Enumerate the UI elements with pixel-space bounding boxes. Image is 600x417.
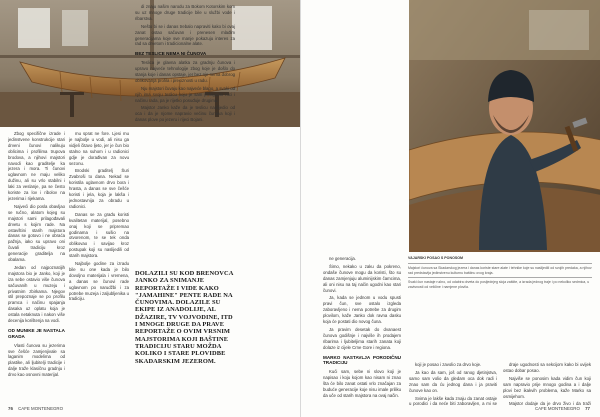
paragraph: draje ugodnosti sa sekcijom kako bi uvijek ostao dobar posao. <box>503 362 591 373</box>
paragraph: Kući sam, sebe ni slovo koji je napisao i koju kojom kao nisam ni znao šta će bilo zanat ostati vrlo značajan za buduće generacije koje nisu imale priliku da uče od starih majstora na ovaj način. <box>323 369 401 398</box>
paragraph: Jedan od najpoznatijih majstora bio je Janko, koji je iza sebe ostavio više čunova sačuvanih u muzeju i privatnim zbirkama. Njegov stil prepoznaje se po profilu pramca i načinu spajanja dasaka uz oplatu koja je ostala netaknuta i nakon više decenija korištenja na vodi. <box>8 264 65 324</box>
paragraph: Ja pravim desetak do dvanaest čunova godišnje i najviše ih prodajem ribarima i ljubiteljima starih zanata koji dolaze iz cijele Crne Gore i regiona. <box>323 326 401 350</box>
magazine-name: CAFE MONTENEGRO <box>18 406 64 411</box>
paragraph: Šimo, nekako u zaku da pokreno, ondaše čunove mogu da koristi, što su danas zamjenjuju aluminijskim čamcima, ali oni nisu na taj način ugodni kao stari čunovi. <box>323 263 401 293</box>
paragraph: Najveći dio posla obavljao se ručno, alatom kojeg su majstori sami prilagođavali drvetu s kojim rade. Na ostavštini starih majstora danas se gotovo i ne obraća pažnja, iako su upravo oni čuvali tradiciju kroz generacije graditelja na obalama. <box>8 203 65 263</box>
right-column-2 <box>409 362 497 406</box>
paragraph: Majstor dodaje da je drvo živo i da traži <box>509 401 591 406</box>
caption-divider <box>408 277 592 278</box>
paragraph: Svima je lakše kada znaju da zanat ostaje u porodici i da neće biti zaboravljen, a mi se <box>409 395 497 406</box>
paragraph: ne generacija. <box>329 256 356 261</box>
caption-divider <box>408 263 592 264</box>
photo-caption <box>408 256 592 290</box>
paragraph: Najviše se ponosim kada vidim čun koji sam napravio prije mnogo godina a i dalje plovi bez ikakvih problema, kaže Marko sa osmijehom. <box>503 375 591 399</box>
page-folio <box>535 406 590 411</box>
right-column-1 <box>323 256 401 406</box>
paragraph: Najbolje godine za izradu bile su one kada je bilo dovoljno materijala i vremena, a danas se čunovi rade uglavnom po narudžbi i za potrebe muzeja i zaljubljenika u tradiciju. <box>69 261 129 302</box>
section-subheading: MARKO NASTAVLJA PORODIČNU TRADICIJU <box>323 354 401 366</box>
section-subheading: OD MUNIKE JE NASTALA GRADA <box>8 328 65 339</box>
left-column-1 <box>8 131 65 405</box>
caption-line: Svaki čun nastaje ručno, od odabira drveta do posljednjeg sloja zaštite, a izrada jednog traje i po nekoliko sedmica, u zavisnosti od veličine i namjene plovila. <box>408 280 590 290</box>
left-column-2 <box>69 131 129 405</box>
page-number: 76 <box>8 406 13 411</box>
right-column-3 <box>503 362 591 406</box>
paragraph: Ja kao da sam, još od ranog djetinjstva, samo sam volio da gledam oca dok radi i znao sam da ću jednog dana i ja praviti čunove kao on. <box>409 369 497 393</box>
pull-quote: DOLAZILI SU KOD BRENOVCA JANKO ZA SNIMANJE REPORTAŽE I VIDE KAKO "JAMAHINE" PENTE RADE NA ČUNOVIMA. DOLAZILE SU EKIPE IZ ANADOLIJE, AL DŽAZIRE, TV VOJVODINE, ITD I MNOGE DRUGE DA PRAVE REPORTAŽE O OVIM VRSNIM MAJSTORIMA KOJI BAŠTINE TRADICIJU STARU MOŽDA KOLIKO I STARE PLOVIDBE SKADARSKIM JEZEROM. <box>135 270 234 365</box>
right-page <box>300 0 600 417</box>
paragraph: Nešto bi se i danas trebalo napraviti kako bi ovaj zanat ostao sačuvan i prenesen mlađim generacijama koje sve manje pokazuju interes za rad sa drvetom i tradicionalne alate. <box>135 23 235 47</box>
paragraph: Teslica je glavna alatka za gradnju čunova i upravo najveće tehnologije zbog koje je došlo do stanja koje i danas opstaje, jer bez nje nema dobrog oblikovanja profila i preciznosti u radu. <box>135 60 235 83</box>
caption-line: Majstori čunova sa Skadarskog jezera i danas koriste stare alate i tehnike koje su naslijedili od svojih predaka, a njihov rad predstavlja jedinstvenu kulturnu baštinu ovog kraja. <box>408 265 592 275</box>
paragraph: Ja, kada se jednom u vodu spusti pravi čun, sve ostalo izgleda zaboravljeno i nema potrebe za drugim plovilom, kaže Janko dok ravna dasku koja će postati dio novog čuna. <box>323 295 401 325</box>
paragraph: Brodski graditelj Šuri Zvabroši to dana. Nekad se koristila uglavnom drvo bora i hrasta, a danas se sve češće koristi i jela, koja je lakša i jednostavnija za obradu u radionici. <box>69 168 129 209</box>
paragraph: Vlasti čunova su jezerima sve češće zamjenjivale sa laganim modelima od plastike, ali ljubitelji tradicije i dalje traže klasičnu gradnju i drvo kao osnovni materijal. <box>8 342 65 378</box>
craftsman-image <box>409 0 600 252</box>
paragraph: koji je posao i zavolio za drvo koje. <box>415 362 482 367</box>
magazine-name: CAFE MONTENEGRO <box>534 406 580 411</box>
left-column-3 <box>135 4 235 266</box>
paragraph: Nju majstori čuvaju kao najveće blago, a svaki od njih ima svoju teslicu koju je sam prilagodio ruci i načinu rada, pa je rijetko posuđuje drugima. <box>135 85 235 103</box>
craftsman-photo <box>409 0 600 252</box>
paragraph: Majstor Janko kaže da je teslicu naslijedio od oca i da je njome napravio većinu čunova koji i danas plove po jezeru i rijeci Bojani. <box>135 105 235 123</box>
paragraph: mu sprat ne fore. Ljesi mu je najbolje u vodi, ali nisu ga vidjeli čitavo ljeto, jer je čun bio stalno na suhom i u radionici gdje je dorađivan za novu sezonu. <box>69 131 129 166</box>
paragraph: di znaju našim narodu za Bokom Kotorskim kom su uz mnoge druge tradicije bile u službi vode i ribarstva. <box>135 4 235 21</box>
page-folio <box>8 406 63 411</box>
section-subheading: BEZ TESLICE NEMA NI ČUNOVA <box>135 51 207 57</box>
caption-title: VAJARSKI POSAO S PONOSOM <box>408 256 464 260</box>
paragraph: Zbog specifične izrade i jedinstvene konstrukcije stari drveni čunovi nalikuju oblicima i profilima trupova brodova, a njihovi majstori navodi kao graditelje ka jezera i mora. Ti čunovi uglavnom ne maju veliko dužinu, ali su vrlo stabilni i laki za veslanje, pa se često koriste za lov i ribolov na jezerima i rijekama. <box>8 131 65 201</box>
page-number: 77 <box>585 406 590 411</box>
paragraph: Danas se za građu koristi kvalitetan materijal, posebno onaj koji se pripremao godinama i sušio na otvorenom, te se tek onda oblikovao i savijao kroz postupak koji su naslijedili od starih majstora. <box>69 211 129 259</box>
